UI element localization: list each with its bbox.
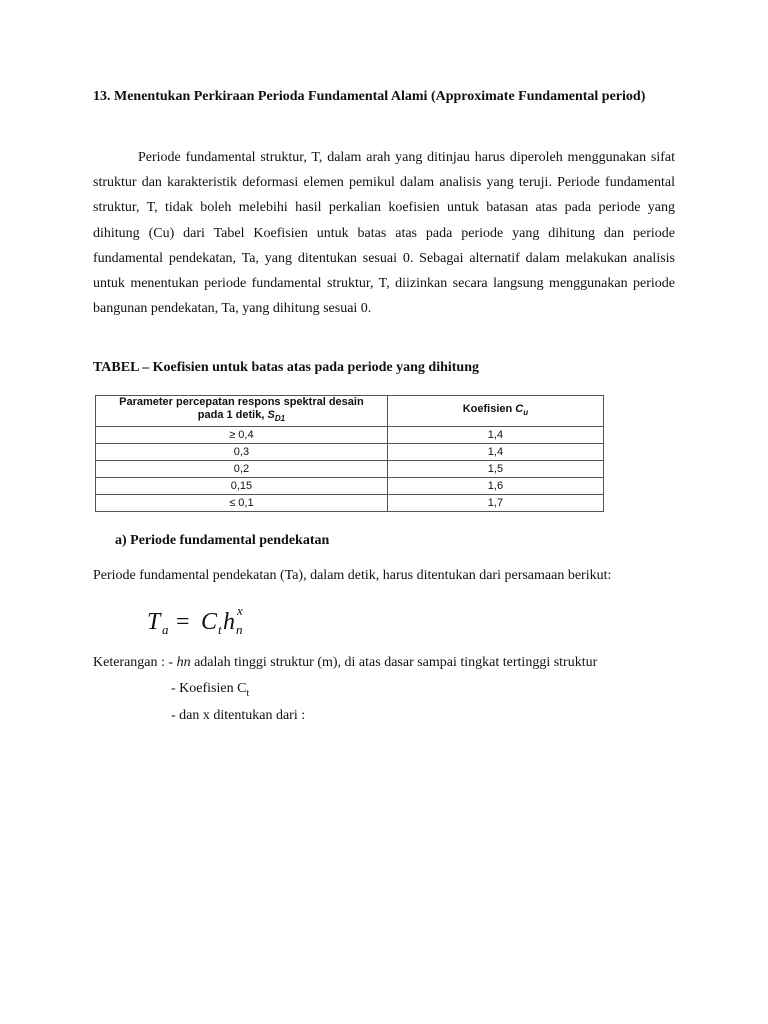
- keterangan-prefix: Keterangan : -: [93, 655, 177, 670]
- cell-param: ≥ 0,4: [96, 427, 388, 444]
- cell-param: 0,3: [96, 444, 388, 461]
- formula-c: C: [201, 609, 218, 635]
- keterangan-line-1: [93, 652, 597, 674]
- table-header-row: [96, 396, 604, 427]
- header-param-line2: pada 1 detik,: [197, 409, 268, 422]
- formula-c-sub: t: [218, 622, 222, 637]
- keterangan-line-2: [171, 678, 249, 705]
- table-row: [96, 461, 604, 478]
- subsection-text: Periode fundamental pendekatan (Ta), dalam detik, harus ditentukan dari persamaan berikut:: [93, 568, 612, 583]
- cell-coef: 1,5: [387, 461, 603, 478]
- table-row: [96, 427, 604, 444]
- formula-h-sup: x: [237, 603, 243, 618]
- formula-lhs: T: [147, 609, 161, 635]
- body-paragraph: Periode fundamental struktur, T, dalam arah yang ditinjau harus diperoleh menggunakan sifat struktur dan karakteristik deformasi elemen pemikul dalam analisis yang teruji. Periode fundamental struktur, T, tidak boleh melebihi hasil perkalian koefisien untuk batasan atas pada periode yang dihitung (Cu) dari Tabel Koefisien untuk batas atas pada periode yang dihitung dan periode fundamental pendekatan, Ta, yang ditentukan sesuai 0. Sebagai alternatif dalam melakukan analisis untuk menentukan periode fundamental struktur, T, diizinkan secara langsung menggunakan periode bangunan pendekatan, Ta, yang dihitung sesuai 0.: [93, 150, 675, 317]
- section-heading: 13. Menentukan Perkiraan Perioda Fundamental Alami (Approximate Fundamental period): [93, 89, 646, 104]
- cell-coef: 1,6: [387, 478, 603, 495]
- keterangan-line1-rest: adalah tinggi struktur (m), di atas dasar sampai tingkat tertinggi struktur: [190, 655, 598, 670]
- coefficient-table: [95, 395, 604, 512]
- formula-equals: =: [176, 609, 190, 635]
- header-coef: [387, 396, 603, 427]
- table-title: TABEL – Koefisien untuk batas atas pada periode yang dihitung: [93, 360, 480, 375]
- keterangan-hn: hn: [176, 655, 191, 670]
- formula-h: h: [223, 609, 235, 635]
- subsection-heading: a) Periode fundamental pendekatan: [115, 533, 330, 548]
- keterangan-line2-sub: t: [246, 687, 250, 699]
- header-coef-label: Koefisien: [462, 402, 516, 415]
- table-row: [96, 495, 604, 512]
- keterangan-line2-prefix: - Koefisien C: [171, 681, 247, 696]
- header-param-line1: Parameter percepatan respons spektral desain: [119, 396, 364, 409]
- header-coef-symbol: C: [515, 402, 524, 415]
- cell-coef: 1,4: [387, 427, 603, 444]
- cell-param: ≤ 0,1: [96, 495, 388, 512]
- cell-param: 0,15: [96, 478, 388, 495]
- formula-lhs-sub: a: [162, 622, 169, 637]
- header-param-symbol: S: [267, 409, 275, 422]
- header-param: [96, 396, 388, 427]
- cell-coef: 1,4: [387, 444, 603, 461]
- header-param-subscript: D1: [274, 414, 286, 424]
- table-row: [96, 444, 604, 461]
- formula-ta: [145, 600, 265, 642]
- table-row: [96, 478, 604, 495]
- cell-param: 0,2: [96, 461, 388, 478]
- header-coef-subscript: u: [523, 408, 529, 418]
- formula-h-sub: n: [236, 622, 243, 637]
- cell-coef: 1,7: [387, 495, 603, 512]
- keterangan-line-3: - dan x ditentukan dari :: [171, 708, 306, 723]
